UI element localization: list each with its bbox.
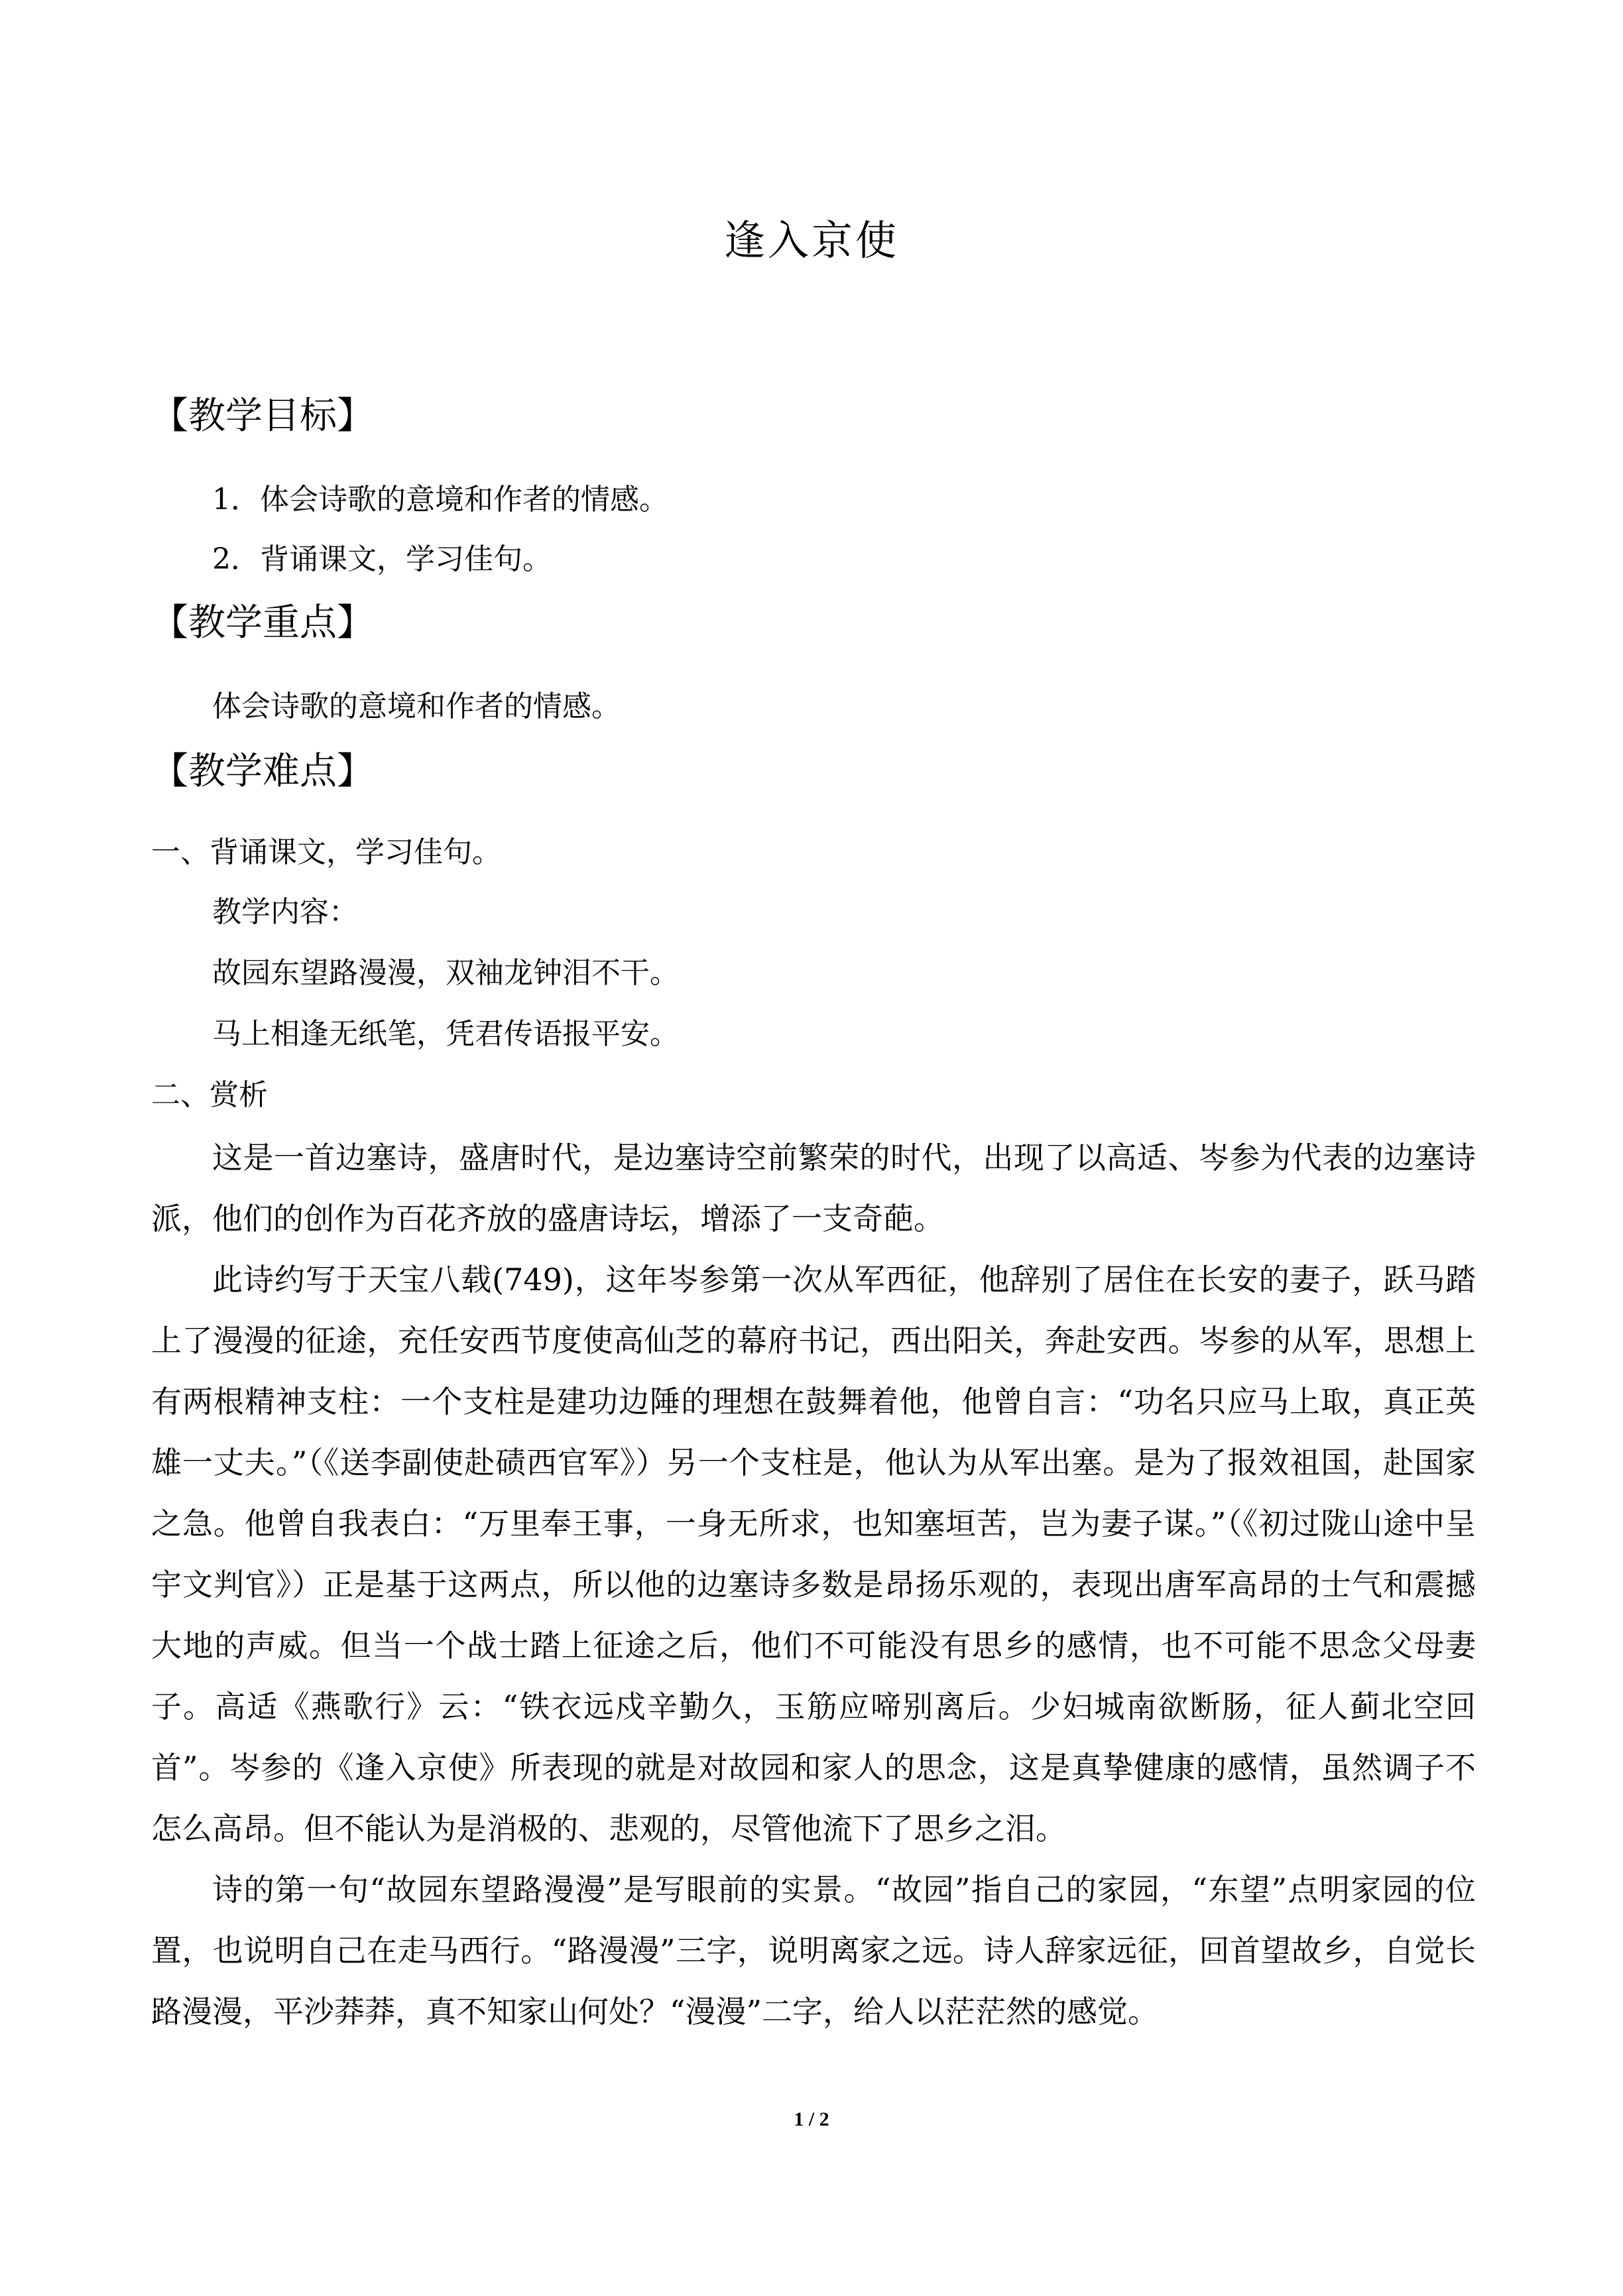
objectives-heading: 【教学目标】 (151, 394, 374, 438)
difficulty-heading: 【教学难点】 (151, 750, 374, 793)
part-one-title: 一、背诵课文，学习佳句。 (151, 835, 501, 869)
poem-line-1: 故园东望路漫漫，双袖龙钟泪不干。 (212, 956, 679, 990)
paragraph-3: 诗的第一句“故园东望路漫漫”是写眼前的实景。“故园”指自己的家园，“东望”点明家园的位置，也说明自己在走马西行。“路漫漫”三字，说明离家之远。诗人辞家远征，回首望故乡，自觉长路漫漫，平沙莽莽，真不知家山何处？“漫漫”二字，给人以茫茫然的感觉。 (151, 1872, 1476, 2029)
paragraph-2: 此诗约写于天宝八载(749)，这年岑参第一次从军西征，他辞别了居住在长安的妻子，跃马踏上了漫漫的征途，充任安西节度使高仙芝的幕府书记，西出阳关，奔赴安西。岑参的从军，思想上有两根精神支柱：一个支柱是建功边陲的理想在鼓舞着他，他曾自言：“功名只应马上取，真正英雄一丈夫。”（《送李副使赴碛西官军》）另一个支柱是，他认为从军出塞。是为了报效祖国，赴国家之急。他曾自我表白：“万里奉王事，一身无所求，也知塞垣苦，岂为妻子谋。”（《初过陇山途中呈宇文判官》）正是基于这两点，所以他的边塞诗多数是昂扬乐观的，表现出唐军高昂的士气和震撼大地的声威。但当一个战士踏上征途之后，他们不可能没有思乡的感情，也不可能不思念父母妻子。高适《燕歌行》云：“铁衣远戍辛勤久，玉筋应啼别离后。少妇城南欲断肠，征人蓟北空回首”。岑参的《逢入京使》所表现的就是对故园和家人的思念，这是真挚健康的感情，虽然调子不怎么高昂。但不能认为是消极的、悲观的，尽管他流下了思乡之泪。 (151, 1262, 1476, 1846)
content-label: 教学内容： (212, 895, 358, 929)
key-points-text: 体会诗歌的意境和作者的情感。 (212, 690, 621, 723)
objective-item-2: 2．背诵课文，学习佳句。 (212, 542, 552, 576)
part-two-title: 二、赏析 (151, 1078, 268, 1112)
page-title: 逢入京使 (723, 216, 899, 265)
page-number: 1 / 2 (794, 2108, 829, 2130)
poem-line-2: 马上相逢无纸笔，凭君传语报平安。 (212, 1017, 679, 1051)
objective-item-1: 1．体会诗歌的意境和作者的情感。 (212, 483, 668, 516)
key-points-heading: 【教学重点】 (151, 601, 374, 644)
paragraph-1: 这是一首边塞诗，盛唐时代，是边塞诗空前繁荣的时代，出现了以高适、岑参为代表的边塞诗派，他们的创作为百花齐放的盛唐诗坛，增添了一支奇葩。 (151, 1140, 1476, 1237)
